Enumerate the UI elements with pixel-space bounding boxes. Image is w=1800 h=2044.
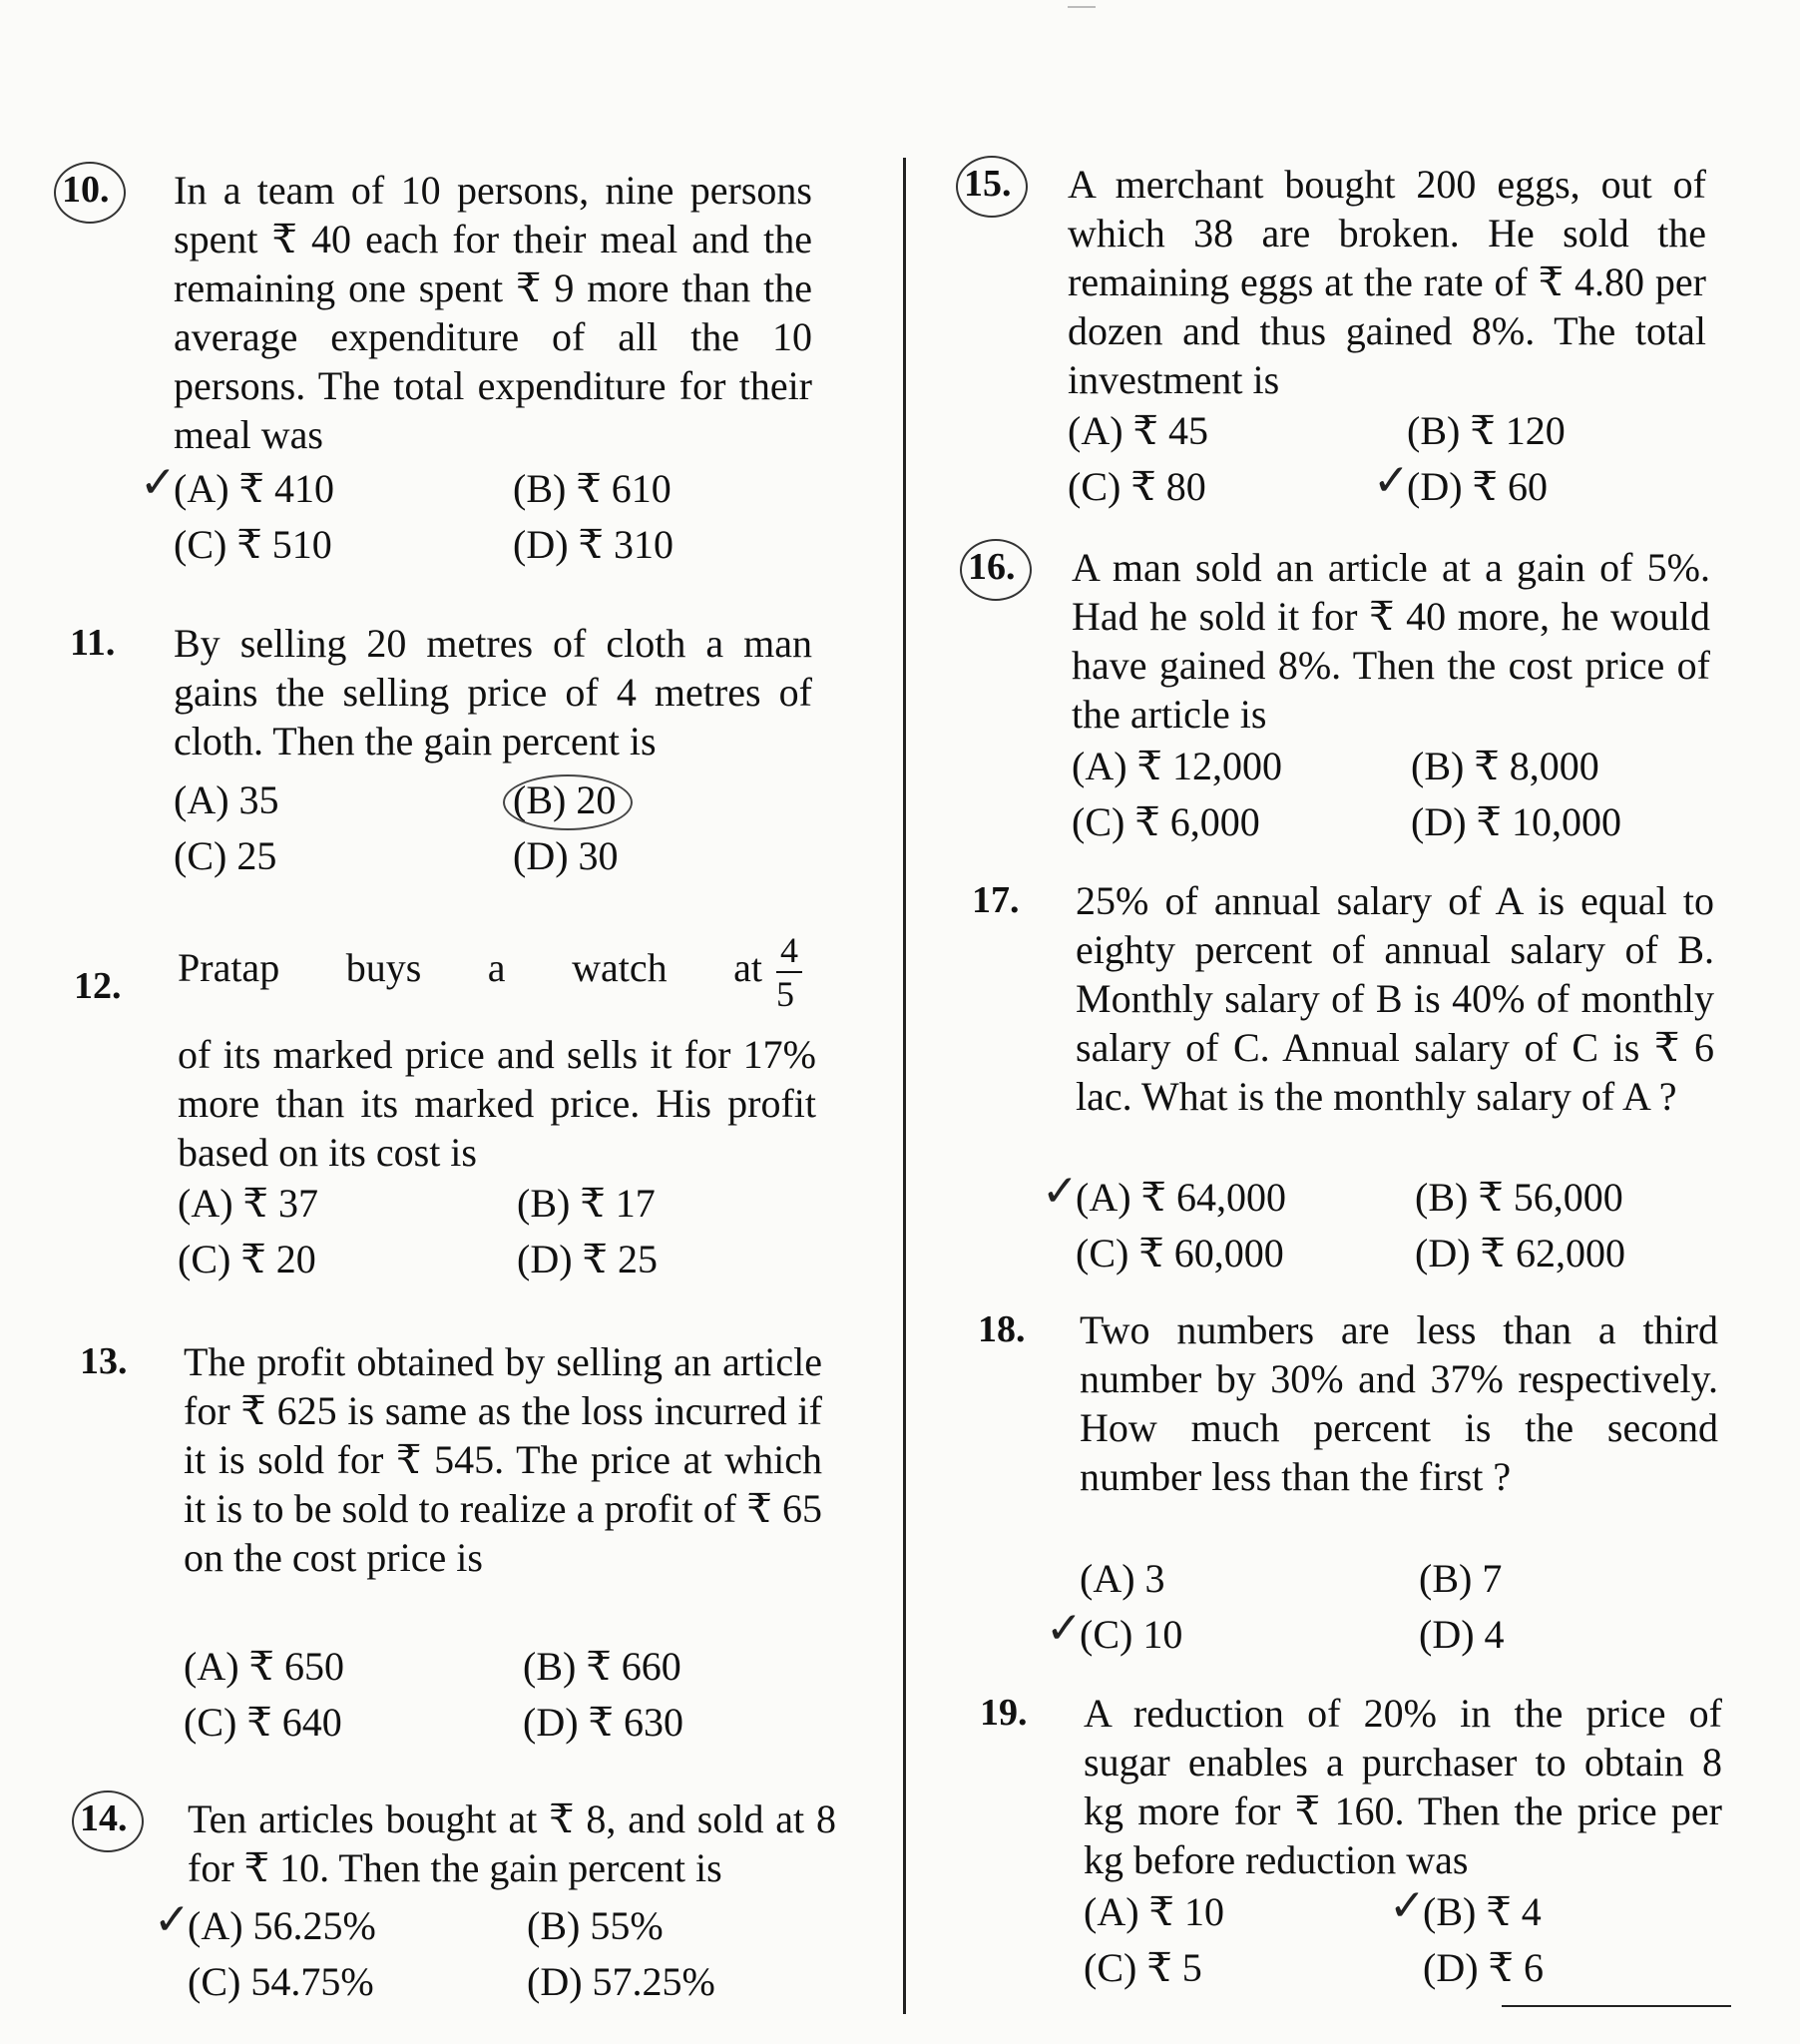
fraction — [776, 932, 802, 1012]
option-d[interactable]: (D) ₹ 6 — [1423, 1945, 1544, 1990]
column-divider — [903, 158, 906, 2014]
option-b[interactable]: (B) 55% — [527, 1903, 664, 1948]
options — [1076, 1170, 1714, 1281]
options — [184, 1639, 822, 1751]
option-c[interactable]: (C) ₹ 5 — [1084, 1945, 1202, 1990]
option-d[interactable]: (D) 57.25% — [527, 1959, 715, 2004]
option-b[interactable]: (B) ₹ 8,000 — [1411, 744, 1599, 788]
option-c[interactable]: (C) ₹ 20 — [178, 1237, 316, 1281]
option-a[interactable]: (A) ₹ 45 — [1068, 408, 1208, 453]
option-b[interactable]: (B) 7 — [1419, 1556, 1503, 1601]
option-b[interactable]: (B) ₹ 660 — [523, 1644, 681, 1689]
question-text: The profit obtained by selling an article for ₹ 625 is same as the loss incurred if it is sold for ₹ 545. The price at which it is to be sold to realize a profit of ₹ 65 on the cost price is — [184, 1339, 822, 1580]
question-text: A merchant bought 200 eggs, out of which 38 are broken. He sold the remaining eggs at the rate of ₹ 4.80 per dozen and thus gained 8%. The total investment is — [1068, 162, 1706, 402]
option-d[interactable]: (D) ₹ 630 — [523, 1700, 683, 1745]
option-c[interactable]: (C) ₹ 640 — [184, 1700, 342, 1745]
option-a[interactable]: (A) ₹ 650 — [184, 1644, 344, 1689]
option-d[interactable]: (D) 4 — [1419, 1612, 1505, 1657]
option-d[interactable]: (D) 30 — [513, 833, 619, 878]
question-text: In a team of 10 persons, nine persons spent ₹ 40 each for their meal and the remaining one spent ₹ 9 more than the average expenditure of all the 10 persons. The total expenditure for their meal was — [174, 168, 812, 457]
question-number: 12. — [74, 965, 122, 1007]
question-number: 18. — [978, 1308, 1026, 1350]
option-a[interactable]: (A) 35 — [174, 777, 279, 822]
question-text: 25% of annual salary of A is equal to eighty percent of annual salary of B. Monthly salary of B is 40% of monthly salary of C. Annual salary of C is ₹ 6 lac. What is the monthly salary of A ? — [1076, 878, 1714, 1119]
option-c[interactable]: (C) ₹ 510 — [174, 522, 332, 567]
options — [1068, 403, 1706, 515]
scan-mark — [1068, 6, 1096, 8]
option-c[interactable]: (C) ₹ 60,000 — [1076, 1231, 1284, 1276]
option-b[interactable]: (B) ₹ 17 — [517, 1181, 656, 1226]
question-text: Ten articles bought at ₹ 8, and sold at 8 for ₹ 10. Then the gain percent is — [188, 1796, 836, 1890]
options — [188, 1898, 826, 2010]
question-text: By selling 20 metres of cloth a man gains the selling price of 4 metres of cloth. Then the gain percent is — [174, 621, 812, 764]
option-c[interactable]: (C) ₹ 6,000 — [1072, 799, 1260, 844]
fraction-numerator: 4 — [776, 932, 802, 973]
options — [1072, 739, 1710, 850]
question-number: 14. — [80, 1794, 150, 1843]
option-d[interactable]: (D) ₹ 25 — [517, 1237, 658, 1281]
question-text — [178, 932, 816, 1012]
option-a[interactable]: (A) ₹ 12,000 — [1072, 744, 1282, 788]
options — [1080, 1551, 1718, 1663]
option-a[interactable]: (A) ₹ 37 — [178, 1181, 318, 1226]
option-b[interactable]: (B) 20 — [513, 772, 812, 828]
option-a[interactable]: ✓ (A) ₹ 64,000 — [1076, 1170, 1415, 1226]
question-text: A reduction of 20% in the price of sugar enables a purchaser to obtain 8 kg more for ₹ 160. Then the price per kg before reduction was — [1084, 1691, 1722, 1882]
option-b[interactable]: (B) ₹ 56,000 — [1415, 1175, 1623, 1220]
question-number: 10. — [62, 166, 132, 215]
option-d[interactable]: (D) ₹ 62,000 — [1415, 1231, 1625, 1276]
options — [1084, 1884, 1722, 1996]
option-a[interactable]: ✓ (A) 56.25% — [188, 1898, 527, 1954]
option-a[interactable]: ✓ (A) ₹ 410 — [174, 461, 513, 517]
option-c[interactable]: (C) 54.75% — [188, 1959, 374, 2004]
option-a[interactable]: (A) 3 — [1080, 1556, 1165, 1601]
fraction-denominator: 5 — [776, 974, 794, 1014]
options — [174, 772, 812, 884]
question-number: 19. — [980, 1692, 1028, 1734]
question-text: Two numbers are less than a third number by 30% and 37% respectively. How much percent is the second number less than the first ? — [1080, 1307, 1718, 1499]
option-b[interactable]: (B) ₹ 610 — [513, 466, 672, 511]
option-d[interactable]: (D) ₹ 310 — [513, 522, 674, 567]
option-d[interactable]: (D) ₹ 10,000 — [1411, 799, 1621, 844]
question-text: A man sold an article at a gain of 5%. Had he sold it for ₹ 40 more, he would have gained 8%. Then the cost price of the article is — [1072, 545, 1710, 737]
question-text-start: Pratap buys a watch at — [178, 945, 762, 991]
option-b[interactable]: (B) ₹ 120 — [1407, 408, 1566, 453]
question-number: 15. — [964, 160, 1034, 209]
option-c[interactable]: (C) ₹ 80 — [1068, 464, 1206, 509]
bottom-rule — [1502, 2005, 1731, 2007]
question-text-rest: of its marked price and sells it for 17% more than its marked price. His profit based on its cost is — [178, 1032, 816, 1175]
question-number: 11. — [70, 622, 116, 664]
option-c[interactable]: (C) 25 — [174, 833, 277, 878]
question-number: 16. — [968, 543, 1038, 592]
option-c[interactable]: ✓ (C) 10 — [1080, 1607, 1419, 1663]
options — [174, 461, 812, 573]
question-number: 17. — [972, 879, 1020, 921]
option-b[interactable]: ✓ (B) ₹ 4 — [1423, 1884, 1722, 1940]
options — [178, 1176, 816, 1287]
question-number: 13. — [80, 1340, 128, 1382]
option-a[interactable]: (A) ₹ 10 — [1084, 1889, 1224, 1934]
option-d[interactable]: ✓ (D) ₹ 60 — [1407, 459, 1706, 515]
